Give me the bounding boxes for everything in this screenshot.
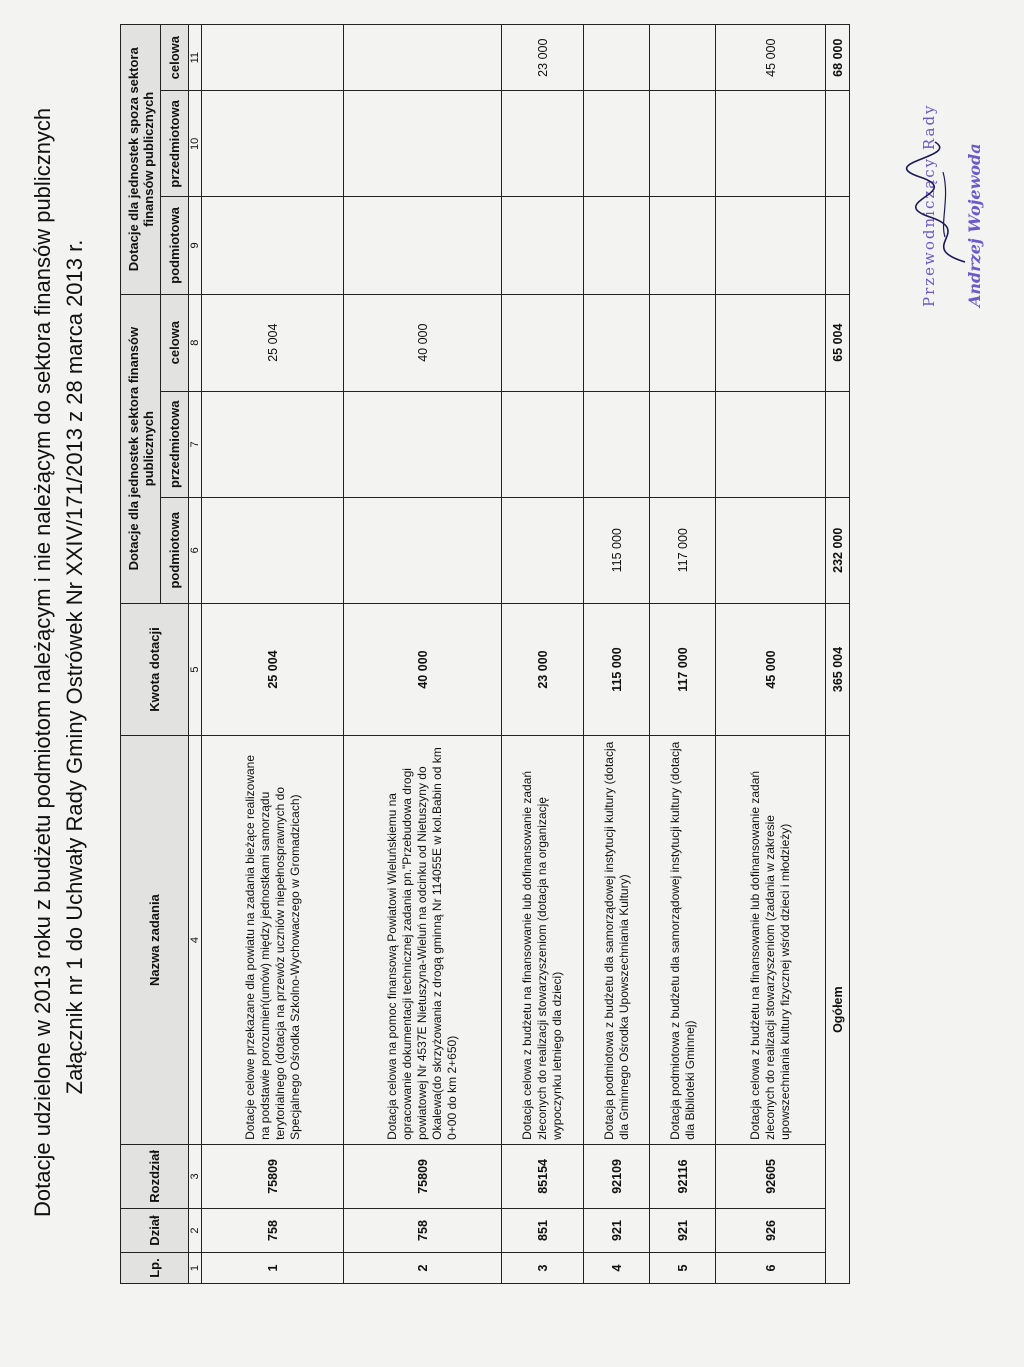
total-celowa-in: 65 004: [826, 294, 850, 391]
cell-lp: 4: [584, 1253, 650, 1284]
header-podmiotowa-in: podmiotowa: [161, 497, 189, 603]
header-kwota: Kwota dotacji: [121, 603, 189, 736]
cell-kwota: 23 000: [502, 603, 584, 736]
cell-rozdzial: 92605: [716, 1144, 826, 1208]
cell-lp: 2: [344, 1253, 502, 1284]
signature-stamp-role: Przewodniczący Rady: [920, 103, 938, 307]
table-row: [650, 25, 716, 1284]
total-podmiotowa-in: 232 000: [826, 497, 850, 603]
signature-stamp-name: Andrzej Wojewoda: [965, 143, 984, 307]
cell-podmiotowa-out: [716, 197, 826, 294]
total-celowa-out: 68 000: [826, 25, 850, 91]
column-index: 4: [189, 736, 202, 1145]
cell-przedmiotowa-in: [650, 391, 716, 497]
document-subtitle: Załącznik nr 1 do Uchwały Rady Gminy Ostrówek Nr XXIV/171/2013 z 28 marca 2013 r.: [62, 239, 87, 1095]
total-przedmiotowa-in: [826, 391, 850, 497]
header-group-out-sector: Dotacje dla jednostek spoza sektora finansów publicznych: [121, 25, 161, 295]
table-row: [202, 25, 344, 1284]
table-row: [344, 25, 502, 1284]
subsidies-table: [120, 24, 850, 1284]
cell-celowa-in: [584, 294, 650, 391]
header-podmiotowa-out: podmiotowa: [161, 197, 189, 294]
table-row: [502, 25, 584, 1284]
cell-celowa-out: [650, 25, 716, 91]
cell-dzial: 921: [584, 1208, 650, 1252]
header-group-in-sector: Dotacje dla jednostek sektora finansów publicznych: [121, 294, 161, 603]
column-index: 1: [189, 1253, 202, 1284]
cell-podmiotowa-in: [716, 497, 826, 603]
cell-celowa-out: 45 000: [716, 25, 826, 91]
cell-przedmiotowa-out: [344, 91, 502, 197]
handwritten-signature-icon: [905, 137, 985, 267]
column-index-row: [189, 25, 202, 1284]
cell-podmiotowa-out: [650, 197, 716, 294]
table-row: [584, 25, 650, 1284]
cell-przedmiotowa-in: [502, 391, 584, 497]
column-index: 10: [189, 91, 202, 197]
cell-dzial: 758: [344, 1208, 502, 1252]
total-kwota: 365 004: [826, 603, 850, 736]
cell-przedmiotowa-out: [202, 91, 344, 197]
cell-celowa-out: [202, 25, 344, 91]
cell-rozdzial: 92116: [650, 1144, 716, 1208]
cell-kwota: 40 000: [344, 603, 502, 736]
cell-celowa-out: 23 000: [502, 25, 584, 91]
column-index: 11: [189, 25, 202, 91]
column-index: 3: [189, 1144, 202, 1208]
header-przedmiotowa-in: przedmiotowa: [161, 391, 189, 497]
cell-podmiotowa-in: 117 000: [650, 497, 716, 603]
header-przedmiotowa-out: przedmiotowa: [161, 91, 189, 197]
cell-dzial: 921: [650, 1208, 716, 1252]
cell-przedmiotowa-out: [502, 91, 584, 197]
cell-nazwa: Dotacja podmiotowa z budżetu dla samorządowej instytucji kultury (dotacja dla Gminnego Ośrodka Upowszechniania Kultury): [584, 736, 650, 1145]
cell-celowa-out: [584, 25, 650, 91]
cell-przedmiotowa-in: [344, 391, 502, 497]
cell-kwota: 115 000: [584, 603, 650, 736]
cell-kwota: 25 004: [202, 603, 344, 736]
cell-przedmiotowa-in: [202, 391, 344, 497]
cell-przedmiotowa-in: [716, 391, 826, 497]
cell-podmiotowa-in: [202, 497, 344, 603]
document-title: Dotacje udzielone w 2013 roku z budżetu podmiotom należącym i nie należącym do sektora finansów publicznych: [30, 107, 55, 1217]
cell-celowa-in: [650, 294, 716, 391]
cell-podmiotowa-out: [344, 197, 502, 294]
cell-lp: 5: [650, 1253, 716, 1284]
cell-podmiotowa-in: [344, 497, 502, 603]
header-nazwa: Nazwa zadania: [121, 736, 189, 1145]
cell-podmiotowa-out: [202, 197, 344, 294]
cell-dzial: 926: [716, 1208, 826, 1252]
column-index: 8: [189, 294, 202, 391]
header-rozdzial: Rozdział: [121, 1144, 189, 1208]
header-dzial: Dział: [121, 1208, 189, 1252]
table-row: [716, 25, 826, 1284]
cell-rozdzial: 85154: [502, 1144, 584, 1208]
cell-przedmiotowa-in: [584, 391, 650, 497]
column-index: 9: [189, 197, 202, 294]
header-celowa-out: celowa: [161, 25, 189, 91]
total-przedmiotowa-out: [826, 91, 850, 197]
cell-rozdzial: 75809: [344, 1144, 502, 1208]
header-celowa-in: celowa: [161, 294, 189, 391]
cell-rozdzial: 75809: [202, 1144, 344, 1208]
cell-nazwa: Dotacja celowa z budżetu na finansowanie lub dofinansowanie zadań zleconych do realizacji stowarzyszeniom (zadania w zakresie upowszechniania kultury fizycznej wśród dzieci i młodzieży): [716, 736, 826, 1145]
cell-przedmiotowa-out: [716, 91, 826, 197]
cell-kwota: 45 000: [716, 603, 826, 736]
cell-lp: 1: [202, 1253, 344, 1284]
cell-dzial: 851: [502, 1208, 584, 1252]
cell-lp: 6: [716, 1253, 826, 1284]
cell-rozdzial: 92109: [584, 1144, 650, 1208]
cell-celowa-out: [344, 25, 502, 91]
cell-celowa-in: [502, 294, 584, 391]
cell-podmiotowa-in: [502, 497, 584, 603]
cell-przedmiotowa-out: [584, 91, 650, 197]
cell-nazwa: Dotacja celowa z budżetu na finansowanie lub dofinansowanie zadań zleconych do realizacji stowarzyszeniom (dotacja na organizację wypoczynku letniego dla dzieci): [502, 736, 584, 1145]
cell-podmiotowa-in: 115 000: [584, 497, 650, 603]
cell-lp: 3: [502, 1253, 584, 1284]
cell-nazwa: Dotacja podmiotowa z budżetu dla samorządowej instytucji kultury (dotacja dla Biblioteki Gminnej): [650, 736, 716, 1145]
total-label: Ogółem: [826, 736, 850, 1284]
column-index: 5: [189, 603, 202, 736]
cell-celowa-in: 25 004: [202, 294, 344, 391]
column-index: 7: [189, 391, 202, 497]
cell-nazwa: Dotacja celowa na pomoc finansową Powiatowi Wieluńskiemu na opracowanie dokumentacji technicznej zadania pn."Przebudowa drogi powiatowej Nr 4537E Nietuszyna-Wieluń na odcinku od Nietuszyny do Okalewa(do skrzyżowania z drogą gminną Nr 114055E w kol.Babin od km 0+00 do km 2+650): [344, 736, 502, 1145]
cell-podmiotowa-out: [584, 197, 650, 294]
cell-przedmiotowa-out: [650, 91, 716, 197]
column-index: 2: [189, 1208, 202, 1252]
cell-dzial: 758: [202, 1208, 344, 1252]
header-lp: Lp.: [121, 1253, 189, 1284]
cell-celowa-in: [716, 294, 826, 391]
total-row: [826, 25, 850, 1284]
cell-podmiotowa-out: [502, 197, 584, 294]
column-index: 6: [189, 497, 202, 603]
cell-nazwa: Dotacje celowe przekazane dla powiatu na zadania bieżące realizowane na podstawie porozumień(umów) między jednostkami samorządu terytorialnego (dotacja na przewóz uczniów niepełnosprawnych do Specjalnego Ośrodka Szkolno-Wychowaczego w Gromadzicach): [202, 736, 344, 1145]
total-podmiotowa-out: [826, 197, 850, 294]
cell-celowa-in: 40 000: [344, 294, 502, 391]
cell-kwota: 117 000: [650, 603, 716, 736]
